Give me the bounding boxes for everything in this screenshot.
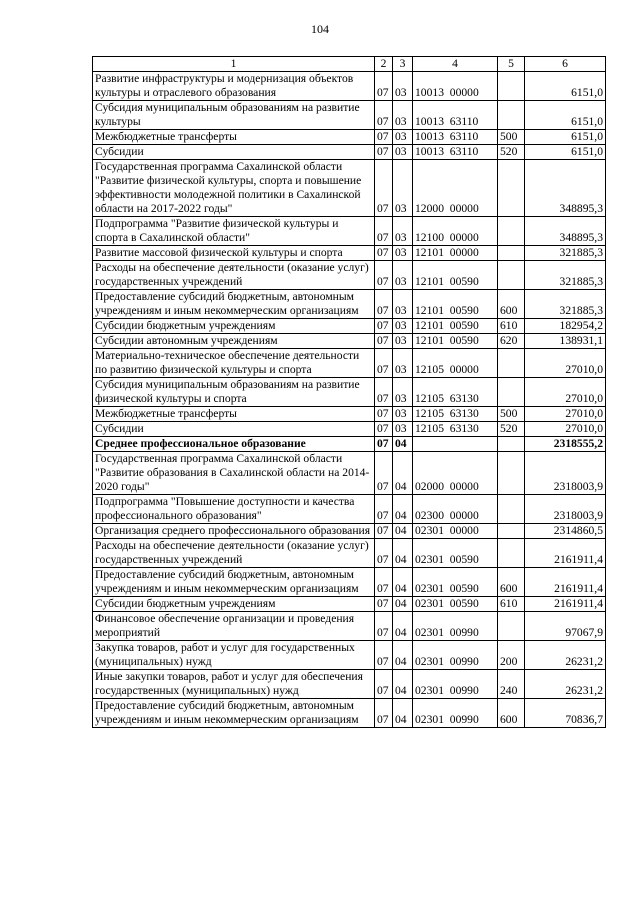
row-name-cell: Субсидии (93, 145, 375, 160)
row-section-cell: 07 (375, 641, 393, 670)
table-row (93, 378, 606, 407)
table-row (93, 612, 606, 641)
row-expense-type-cell (498, 261, 525, 290)
page-number: 104 (311, 22, 329, 36)
row-subsection-cell: 03 (393, 160, 413, 217)
row-target-article-cell: 12105 63130 (413, 422, 498, 437)
table-row (93, 319, 606, 334)
row-target-article-cell: 02301 00990 (413, 670, 498, 699)
row-target-article-cell: 02301 00990 (413, 612, 498, 641)
row-target-article-cell: 02301 00590 (413, 568, 498, 597)
row-amount-cell: 6151,0 (525, 145, 606, 160)
row-amount-cell: 2161911,4 (525, 539, 606, 568)
header-row (93, 57, 606, 72)
row-section-cell: 07 (375, 539, 393, 568)
row-target-article-cell: 12101 00590 (413, 334, 498, 349)
table-row (93, 334, 606, 349)
row-subsection-cell: 03 (393, 217, 413, 246)
row-name-cell: Межбюджетные трансферты (93, 130, 375, 145)
row-name-cell: Государственная программа Сахалинской области "Развитие физической культуры, спорта и повышение эффективности молодежной политики в Сахалинской области на 2017-2022 годы" (93, 160, 375, 217)
row-section-cell: 07 (375, 670, 393, 699)
row-target-article-cell (413, 437, 498, 452)
row-target-article-cell: 12101 00590 (413, 290, 498, 319)
row-amount-cell: 27010,0 (525, 422, 606, 437)
row-amount-cell: 97067,9 (525, 612, 606, 641)
row-expense-type-cell (498, 349, 525, 378)
row-subsection-cell: 03 (393, 72, 413, 101)
row-section-cell: 07 (375, 349, 393, 378)
row-amount-cell: 321885,3 (525, 290, 606, 319)
row-amount-cell: 321885,3 (525, 246, 606, 261)
budget-table (92, 56, 606, 728)
row-subsection-cell: 03 (393, 261, 413, 290)
row-expense-type-cell (498, 160, 525, 217)
row-subsection-cell: 04 (393, 452, 413, 495)
row-target-article-cell: 10013 63110 (413, 101, 498, 130)
row-amount-cell: 26231,2 (525, 641, 606, 670)
row-section-cell: 07 (375, 72, 393, 101)
row-target-article-cell: 12105 00000 (413, 349, 498, 378)
row-name-cell: Государственная программа Сахалинской области "Развитие образования в Сахалинской области на 2014-2020 годы" (93, 452, 375, 495)
row-expense-type-cell: 520 (498, 422, 525, 437)
row-section-cell: 07 (375, 452, 393, 495)
row-subsection-cell: 04 (393, 437, 413, 452)
row-target-article-cell: 02301 00590 (413, 539, 498, 568)
row-subsection-cell: 04 (393, 597, 413, 612)
row-expense-type-cell (498, 612, 525, 641)
row-section-cell: 07 (375, 699, 393, 728)
table-row (93, 699, 606, 728)
table-row (93, 130, 606, 145)
row-section-cell: 07 (375, 422, 393, 437)
row-target-article-cell: 12100 00000 (413, 217, 498, 246)
table-row (93, 641, 606, 670)
table-row (93, 217, 606, 246)
row-subsection-cell: 03 (393, 145, 413, 160)
header-cell-section: 2 (375, 57, 393, 72)
row-name-cell: Предоставление субсидий бюджетным, автономным учреждениям и иным некоммерческим организациям (93, 699, 375, 728)
row-expense-type-cell: 620 (498, 334, 525, 349)
row-name-cell: Предоставление субсидий бюджетным, автономным учреждениям и иным некоммерческим организациям (93, 568, 375, 597)
row-expense-type-cell (498, 217, 525, 246)
row-expense-type-cell: 610 (498, 319, 525, 334)
row-subsection-cell: 03 (393, 378, 413, 407)
row-name-cell: Субсидии автономным учреждениям (93, 334, 375, 349)
row-amount-cell: 2314860,5 (525, 524, 606, 539)
row-amount-cell: 26231,2 (525, 670, 606, 699)
header-cell-expense-type: 5 (498, 57, 525, 72)
row-name-cell: Межбюджетные трансферты (93, 407, 375, 422)
row-name-cell: Подпрограмма "Развитие физической культуры и спорта в Сахалинской области" (93, 217, 375, 246)
row-amount-cell: 2161911,4 (525, 568, 606, 597)
row-target-article-cell: 12000 00000 (413, 160, 498, 217)
row-target-article-cell: 10013 63110 (413, 145, 498, 160)
table-row (93, 422, 606, 437)
row-subsection-cell: 03 (393, 422, 413, 437)
table-row (93, 524, 606, 539)
row-expense-type-cell: 600 (498, 699, 525, 728)
header-cell-amount: 6 (525, 57, 606, 72)
row-target-article-cell: 02301 00000 (413, 524, 498, 539)
row-section-cell: 07 (375, 145, 393, 160)
row-amount-cell: 182954,2 (525, 319, 606, 334)
row-amount-cell: 321885,3 (525, 261, 606, 290)
row-name-cell: Расходы на обеспечение деятельности (оказание услуг) государственных учреждений (93, 261, 375, 290)
row-expense-type-cell: 500 (498, 407, 525, 422)
row-name-cell: Закупка товаров, работ и услуг для государственных (муниципальных) нужд (93, 641, 375, 670)
table-row (93, 539, 606, 568)
table-row (93, 246, 606, 261)
row-name-cell: Материально-техническое обеспечение деятельности по развитию физической культуры и спорта (93, 349, 375, 378)
table-row (93, 101, 606, 130)
row-section-cell: 07 (375, 407, 393, 422)
row-subsection-cell: 04 (393, 612, 413, 641)
row-target-article-cell: 02300 00000 (413, 495, 498, 524)
row-amount-cell: 70836,7 (525, 699, 606, 728)
row-target-article-cell: 02301 00990 (413, 641, 498, 670)
row-expense-type-cell: 600 (498, 290, 525, 319)
table-row (93, 72, 606, 101)
row-name-cell: Организация среднего профессионального образования (93, 524, 375, 539)
row-name-cell: Предоставление субсидий бюджетным, автономным учреждениям и иным некоммерческим организациям (93, 290, 375, 319)
header-cell-subsection: 3 (393, 57, 413, 72)
row-subsection-cell: 04 (393, 568, 413, 597)
row-subsection-cell: 03 (393, 130, 413, 145)
row-section-cell: 07 (375, 495, 393, 524)
row-section-cell: 07 (375, 246, 393, 261)
row-subsection-cell: 04 (393, 670, 413, 699)
table-row (93, 261, 606, 290)
row-name-cell: Подпрограмма "Повышение доступности и качества профессионального образования" (93, 495, 375, 524)
row-subsection-cell: 03 (393, 334, 413, 349)
row-expense-type-cell (498, 101, 525, 130)
row-name-cell: Субсидии бюджетным учреждениям (93, 597, 375, 612)
row-subsection-cell: 03 (393, 349, 413, 378)
row-expense-type-cell: 200 (498, 641, 525, 670)
table-row (93, 597, 606, 612)
row-subsection-cell: 03 (393, 407, 413, 422)
row-target-article-cell: 02000 00000 (413, 452, 498, 495)
header-cell-target-article: 4 (413, 57, 498, 72)
row-expense-type-cell (498, 539, 525, 568)
row-section-cell: 07 (375, 101, 393, 130)
row-amount-cell: 6151,0 (525, 130, 606, 145)
row-amount-cell: 2318555,2 (525, 437, 606, 452)
row-subsection-cell: 04 (393, 539, 413, 568)
table-row (93, 407, 606, 422)
row-section-cell: 07 (375, 261, 393, 290)
row-amount-cell: 6151,0 (525, 72, 606, 101)
row-expense-type-cell: 500 (498, 130, 525, 145)
row-expense-type-cell (498, 452, 525, 495)
row-expense-type-cell: 610 (498, 597, 525, 612)
row-expense-type-cell (498, 524, 525, 539)
row-target-article-cell: 12105 63130 (413, 378, 498, 407)
row-target-article-cell: 12105 63130 (413, 407, 498, 422)
row-expense-type-cell (498, 437, 525, 452)
row-expense-type-cell (498, 495, 525, 524)
row-amount-cell: 2318003,9 (525, 452, 606, 495)
row-section-cell: 07 (375, 597, 393, 612)
table-row (93, 349, 606, 378)
table-row (93, 290, 606, 319)
row-amount-cell: 27010,0 (525, 378, 606, 407)
row-name-cell: Иные закупки товаров, работ и услуг для обеспечения государственных (муниципальных) нужд (93, 670, 375, 699)
row-expense-type-cell: 240 (498, 670, 525, 699)
row-amount-cell: 2161911,4 (525, 597, 606, 612)
row-expense-type-cell: 520 (498, 145, 525, 160)
row-name-cell: Субсидия муниципальным образованиям на развитие культуры (93, 101, 375, 130)
row-subsection-cell: 04 (393, 699, 413, 728)
row-subsection-cell: 04 (393, 524, 413, 539)
row-subsection-cell: 03 (393, 319, 413, 334)
row-subsection-cell: 03 (393, 101, 413, 130)
row-name-cell: Среднее профессиональное образование (93, 437, 375, 452)
row-target-article-cell: 12101 00590 (413, 261, 498, 290)
row-amount-cell: 2318003,9 (525, 495, 606, 524)
row-expense-type-cell (498, 378, 525, 407)
row-subsection-cell: 04 (393, 495, 413, 524)
row-amount-cell: 27010,0 (525, 407, 606, 422)
row-name-cell: Финансовое обеспечение организации и проведения мероприятий (93, 612, 375, 641)
table-row (93, 160, 606, 217)
table-row (93, 670, 606, 699)
row-subsection-cell: 04 (393, 641, 413, 670)
row-section-cell: 07 (375, 130, 393, 145)
row-target-article-cell: 10013 00000 (413, 72, 498, 101)
row-subsection-cell: 03 (393, 246, 413, 261)
row-target-article-cell: 02301 00990 (413, 699, 498, 728)
row-target-article-cell: 12101 00590 (413, 319, 498, 334)
row-section-cell: 07 (375, 160, 393, 217)
row-section-cell: 07 (375, 334, 393, 349)
row-amount-cell: 138931,1 (525, 334, 606, 349)
row-section-cell: 07 (375, 319, 393, 334)
row-amount-cell: 348895,3 (525, 217, 606, 246)
table-row (93, 495, 606, 524)
row-amount-cell: 27010,0 (525, 349, 606, 378)
table-row (93, 145, 606, 160)
row-section-cell: 07 (375, 437, 393, 452)
row-amount-cell: 348895,3 (525, 160, 606, 217)
row-target-article-cell: 02301 00590 (413, 597, 498, 612)
row-target-article-cell: 10013 63110 (413, 130, 498, 145)
row-target-article-cell: 12101 00000 (413, 246, 498, 261)
row-section-cell: 07 (375, 524, 393, 539)
row-expense-type-cell (498, 72, 525, 101)
row-section-cell: 07 (375, 378, 393, 407)
row-name-cell: Развитие массовой физической культуры и спорта (93, 246, 375, 261)
table-row (93, 452, 606, 495)
row-section-cell: 07 (375, 612, 393, 641)
row-subsection-cell: 03 (393, 290, 413, 319)
row-amount-cell: 6151,0 (525, 101, 606, 130)
table-row (93, 568, 606, 597)
row-name-cell: Субсидии (93, 422, 375, 437)
table-row (93, 437, 606, 452)
row-section-cell: 07 (375, 290, 393, 319)
row-expense-type-cell (498, 246, 525, 261)
row-section-cell: 07 (375, 217, 393, 246)
row-name-cell: Субсидии бюджетным учреждениям (93, 319, 375, 334)
row-name-cell: Расходы на обеспечение деятельности (оказание услуг) государственных учреждений (93, 539, 375, 568)
row-name-cell: Развитие инфраструктуры и модернизация объектов культуры и отраслевого образования (93, 72, 375, 101)
row-expense-type-cell: 600 (498, 568, 525, 597)
row-name-cell: Субсидия муниципальным образованиям на развитие физической культуры и спорта (93, 378, 375, 407)
row-section-cell: 07 (375, 568, 393, 597)
header-cell-name: 1 (93, 57, 375, 72)
